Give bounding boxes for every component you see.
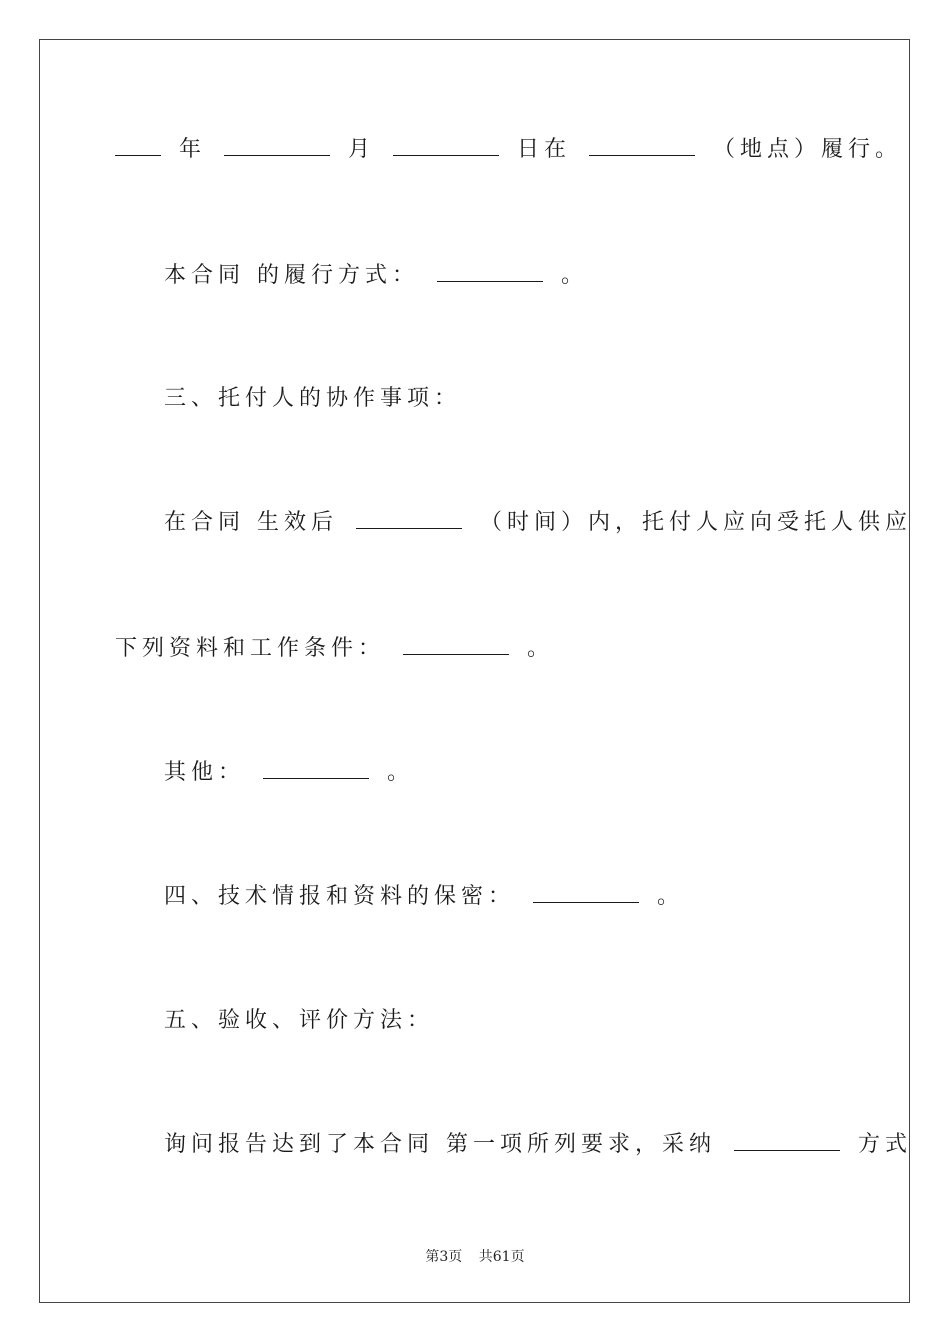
other-line (164, 758, 894, 788)
materials-label: 下列资料和工作条件： (115, 636, 386, 661)
period-mark: 。 (561, 263, 589, 288)
other-label: 其他： (164, 760, 246, 785)
confidentiality-label: 四、技术情报和资料的保密： (164, 884, 516, 909)
materials-blank[interactable] (403, 634, 509, 655)
effective-time-line (164, 508, 913, 538)
place-blank[interactable] (589, 135, 695, 156)
acceptance-suffix: 方式 (858, 1132, 913, 1157)
confidentiality-line (164, 882, 894, 912)
month-blank[interactable] (224, 135, 330, 156)
performance-method-blank[interactable] (437, 261, 543, 282)
total-pages: 共61页 (478, 1249, 525, 1265)
page-footer (0, 1246, 950, 1266)
effective-label: 在合同 生效后 (164, 510, 338, 535)
other-blank[interactable] (263, 758, 369, 779)
acceptance-label: 询问报告达到了本合同 第一项所列要求，采纳 (164, 1132, 716, 1157)
section-three-title: 三、托付人的协作事项： (164, 386, 462, 411)
materials-line (115, 634, 845, 664)
page-border (39, 39, 913, 1303)
time-blank[interactable] (356, 508, 462, 529)
date-place-line (115, 135, 903, 165)
period-mark: 。 (527, 636, 555, 661)
day-blank[interactable] (393, 135, 499, 156)
performance-method-label: 本合同 的履行方式： (164, 263, 419, 288)
acceptance-blank[interactable] (734, 1130, 840, 1151)
period-mark: 。 (387, 760, 415, 785)
year-blank[interactable] (115, 135, 161, 156)
supply-clause: （时间）内，托付人应向受托人供应 (480, 510, 913, 535)
page-number: 第3页 (425, 1249, 463, 1265)
performance-method-line (164, 261, 894, 291)
place-label: （地点）履行。 (713, 137, 903, 162)
section-five-title: 五、验收、评价方法： (164, 1008, 435, 1033)
period-mark: 。 (657, 884, 685, 909)
acceptance-line (164, 1130, 913, 1160)
confidentiality-blank[interactable] (533, 882, 639, 903)
year-label: 年 (179, 137, 207, 162)
month-label: 月 (348, 137, 376, 162)
section-five-heading (164, 1006, 894, 1036)
section-three-heading (164, 384, 894, 414)
day-label: 日在 (517, 137, 572, 162)
